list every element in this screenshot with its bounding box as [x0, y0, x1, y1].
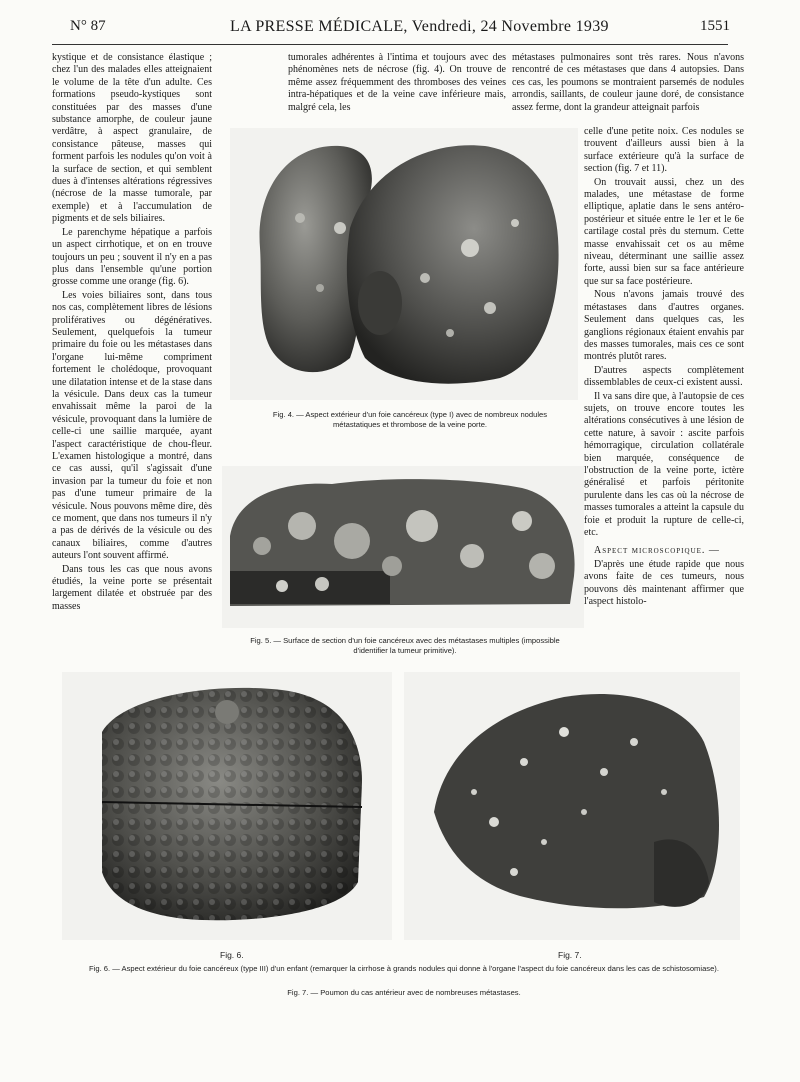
paragraph: On trouvait aussi, chez un des malades, une métastase de forme elliptique, aplatie dans le sens antéro-postérieur et située entre le 1er et le 6e cartilage costal près du sternum. Cette masse envahissait cet os au même niveau, déterminant une saillie assez forte, aussi bien sur sa face antérieure que sur sa face postérieure. — [584, 176, 744, 287]
column-left — [52, 52, 212, 613]
liver-section-image — [222, 466, 584, 628]
liver-exterior-image — [230, 128, 578, 400]
header-rule — [52, 44, 728, 45]
column-middle — [288, 52, 506, 114]
paragraph: Nous n'avons jamais trouvé des métastases dans d'autres organes. Seulement dans quelques cas, les ganglions régionaux étaient envahis par des masses tumorales, mais ces ce sont montrés plutôt rares. — [584, 289, 744, 363]
issue-number: N° 87 — [70, 18, 106, 34]
figure-5-caption: Fig. 5. — Surface de section d'un foie cancéreux avec des métastases multiples (impossible d'identifier la tumeur primitive). — [250, 636, 560, 655]
journal-title: LA PRESSE MÉDICALE, Vendredi, 24 Novembre 1939 — [230, 18, 609, 35]
figure-6-label: Fig. 6. — [220, 950, 244, 960]
paragraph: Les voies biliaires sont, dans tous nos cas, complètement libres de lésions prolifératives ou dégénératives. Seulement, quelquefois la tumeur primaire du foie ou les métastases dans l'organe lui-même compriment fortement le cholédoque, provoquant une dilatation intense et de la stase dans la vésicule. Dans deux cas la tumeur envahissait même la paroi de la vésicule, provoquant dans la lumière de celle-ci une saillie marquée, ayant l'aspect caractéristique de chou-fleur. L'examen histologique a montré, dans ce cas aussi, qu'il s'agissait d'une invasion par la tumeur du foie et non pas d'une tumeur primaire de la vésicule. Nous pouvons même dire, dès ce moment, que dans nos tumeurs il n'y a pas de dérivés de la vésicule ou des canaux biliaires, comme d'autres auteurs l'ont souvent affirmé. — [52, 289, 212, 562]
paragraph: D'après une étude rapide que nous avons faite de ces tumeurs, nous pouvons dès maintenant affirmer que l'aspect histolo- — [584, 558, 744, 608]
figure-6-caption: Fig. 6. — Aspect extérieur du foie cancéreux (type III) d'un enfant (remarquer la cirrhose à grands nodules qui donne à l'organe l'aspect du foie cancéreux dans les cas de schistosomiase). — [89, 964, 719, 973]
page-number: 1551 — [700, 18, 730, 34]
paragraph: Le parenchyme hépatique a parfois un aspect cirrhotique, et on en trouve toujours un peu ; souvent il n'y en a pas plus dans l'ensemble qu'une portion grosse comme une orange (fig. 6). — [52, 226, 212, 288]
column-right — [584, 126, 744, 608]
figure-7-photo — [404, 672, 740, 940]
section-heading-paragraph — [584, 545, 744, 557]
paragraph: tumorales adhérentes à l'intima et toujours avec des phénomènes nets de nécrose (fig. 4). On trouve de même assez fréquemment des thromboses des veines intra-hépatiques et de la veine cave inférieure mais, malgré cela, les — [288, 52, 506, 113]
paragraph: métastases pulmonaires sont très rares. Nous n'avons rencontré de ces métastases que dans 4 autopsies. Dans ces cas, les poumons se montraient parsemés de nodules arrondis, saillants, de couleur jaune doré, de consistance assez ferme, dont la grandeur atteignait parfois — [512, 52, 744, 113]
figure-7-caption: Fig. 7. — Poumon du cas antérieur avec de nombreuses métastases. — [287, 988, 521, 997]
figure-4-caption: Fig. 4. — Aspect extérieur d'un foie cancéreux (type I) avec de nombreux nodules métastatiques et thrombose de la veine porte. — [272, 410, 548, 429]
section-heading: Aspect microscopique. — — [594, 545, 720, 557]
column-right-top — [512, 52, 744, 114]
paragraph: celle d'une petite noix. Ces nodules se trouvent d'ailleurs aussi bien à la surface extérieure qu'à la surface de section (fig. 7 et 11). — [584, 126, 744, 175]
lung-image — [404, 672, 740, 940]
paragraph: D'autres aspects complètement dissemblables de ceux-ci existent aussi. — [584, 364, 744, 389]
figure-5-photo — [222, 466, 584, 628]
paragraph: kystique et de consistance élastique ; chez l'un des malades elles atteignaient le volume de la tête d'un adulte. Ces formations pseudo-kystiques sont constituées par des masses d'une substance amorphe, de couleur jaune verdâtre, à aspect granulaire, de consistance pâteuse, masses qui forment parfois les nodules qu'on voit à la surface de section, et qui semblent dues à d'intenses altérations régressives (nécrose de la masse tumorale, par exemple) et à l'accumulation de pigments et de sels biliaires. — [52, 52, 212, 225]
page-header — [70, 18, 730, 40]
figure-4-photo — [230, 128, 578, 400]
child-liver-image — [62, 672, 392, 940]
figure-7-label: Fig. 7. — [558, 950, 582, 960]
paragraph: Dans tous les cas que nous avons étudiés, la veine porte se présentait largement dilatée et obstruée par des masses — [52, 563, 212, 612]
figure-6-photo — [62, 672, 392, 940]
paragraph: Il va sans dire que, à l'autopsie de ces sujets, on trouve encore toutes les altérations consécutives à une lésion de cette nature, à savoir : ascite parfois hémorragique, circulation collatérale bien marquée, conséquence de l'obstruction de la veine porte, ictère généralisé et parfois péritonite purulente dans les cas où la nécrose de masses tumorales a atteint la capsule du foie et produit la rupture de celle-ci, etc. — [584, 390, 744, 538]
